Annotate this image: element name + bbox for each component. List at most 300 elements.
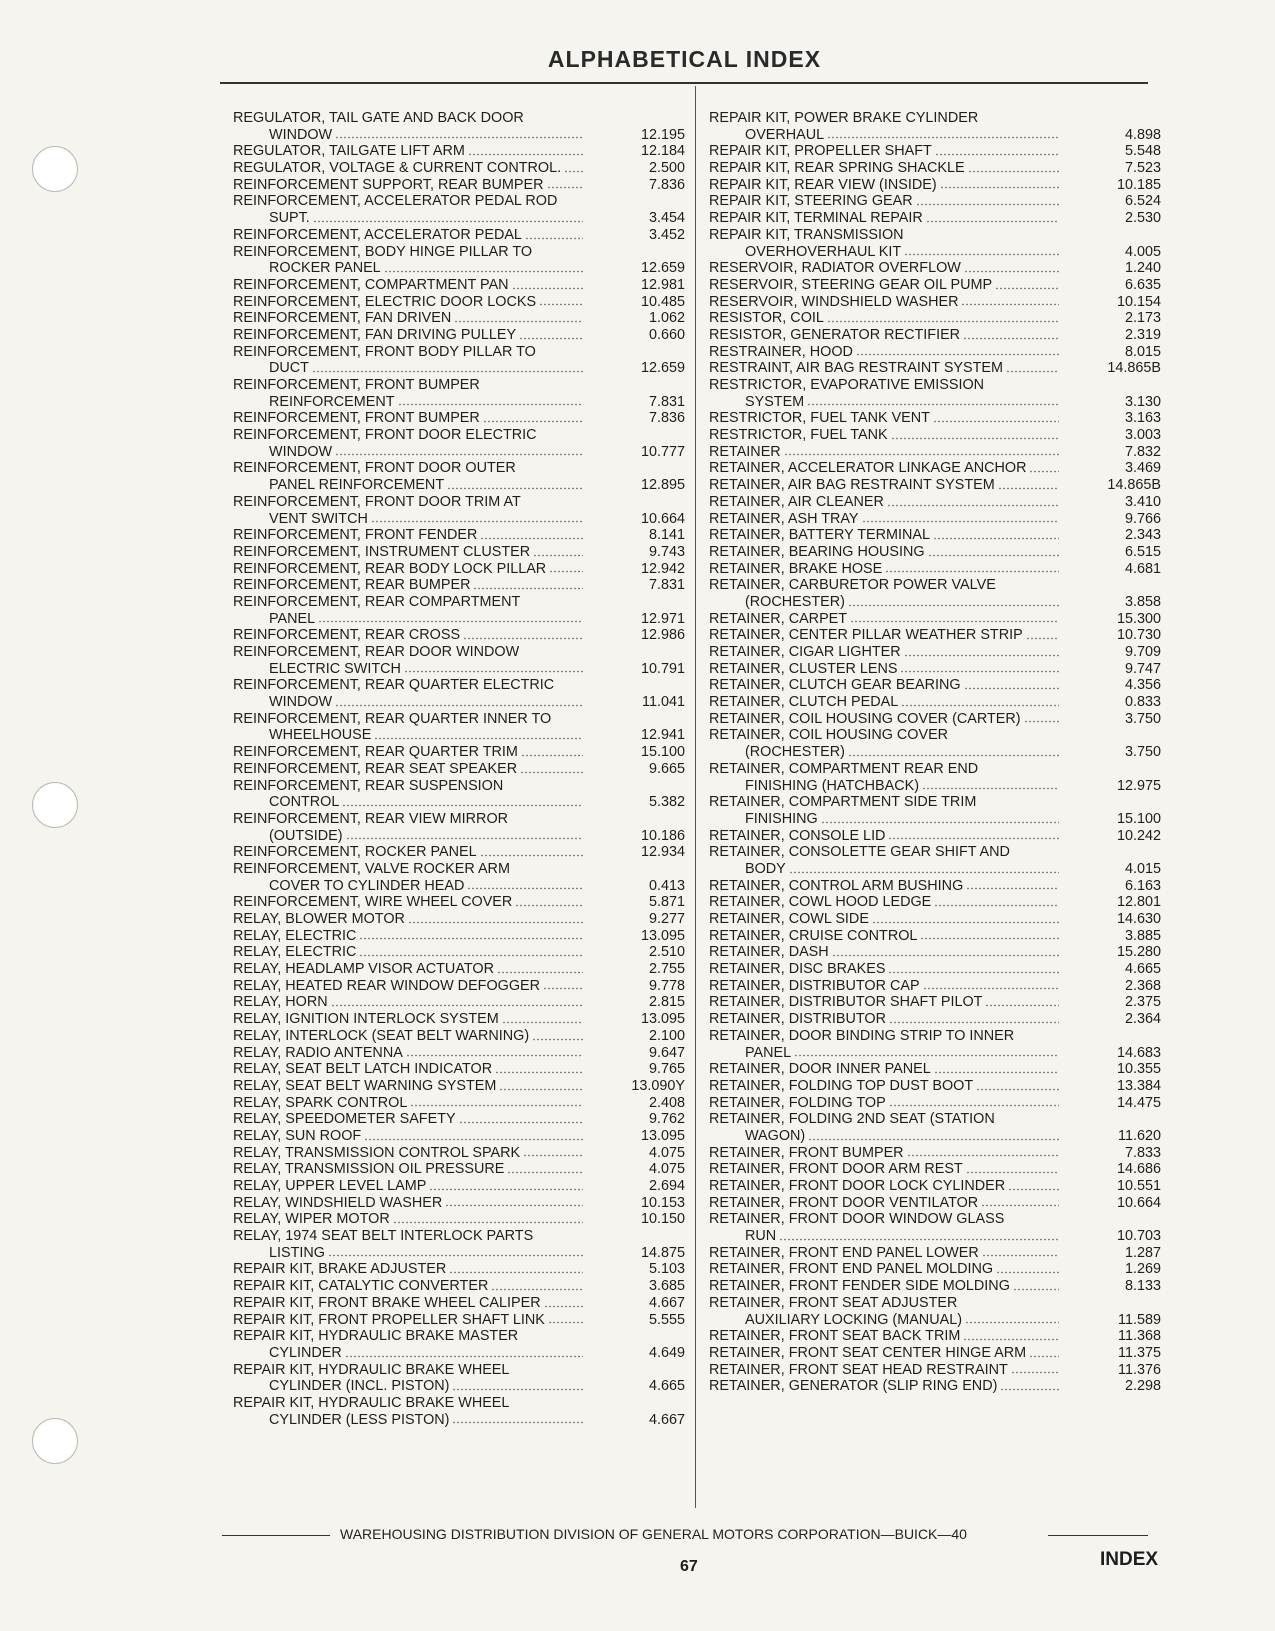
entry-description: REINFORCEMENT, REAR DOOR WINDOW [233, 644, 520, 660]
entry-description: RETAINER, DOOR INNER PANEL [709, 1061, 931, 1078]
entry-line [709, 677, 1161, 694]
dot-leader [1006, 370, 1059, 373]
dot-leader [832, 954, 1059, 957]
entry-line [233, 911, 685, 928]
entry-continuation-line [233, 127, 685, 144]
entry-reference-number: 9.709 [1124, 644, 1161, 660]
dot-leader [491, 1288, 583, 1291]
entry-reference-number: 4.898 [1124, 126, 1161, 143]
index-entry [233, 861, 685, 894]
entry-reference-number: 10.185 [1116, 176, 1161, 193]
entry-description: COVER TO CYLINDER HEAD [269, 877, 465, 894]
entry-line [233, 561, 685, 578]
entry-reference-number: 3.410 [1124, 493, 1161, 510]
entry-reference-number: 10.355 [1116, 1061, 1161, 1078]
entry-line [709, 1378, 1161, 1395]
index-entry [709, 277, 1161, 294]
entry-description: REPAIR KIT, STEERING GEAR [709, 193, 913, 210]
entry-line [233, 527, 685, 544]
entry-description: REPAIR KIT, REAR SPRING SHACKLE [709, 160, 965, 177]
entry-line [233, 244, 685, 261]
index-entry [709, 1011, 1161, 1028]
index-entry [709, 427, 1161, 444]
dot-leader [940, 186, 1059, 189]
dot-leader [1024, 720, 1059, 723]
entry-reference-number: 11.368 [1118, 1328, 1161, 1345]
dot-leader [1029, 470, 1059, 473]
entry-line [709, 944, 1161, 961]
dot-leader [406, 1054, 583, 1057]
entry-line [709, 1178, 1161, 1195]
index-entry [233, 1395, 685, 1428]
entry-description: PANEL REINFORCEMENT [269, 477, 445, 494]
entry-description: RETAINER, FOLDING TOP DUST BOOT [709, 1077, 974, 1094]
index-entry [233, 744, 685, 761]
index-entry [233, 544, 685, 561]
entry-description: RESTRAINER, HOOD [709, 343, 853, 360]
dot-leader [313, 220, 583, 223]
entry-line [709, 143, 1161, 160]
dot-leader [872, 921, 1059, 924]
entry-description: RETAINER, CIGAR LIGHTER [709, 644, 901, 660]
entry-description: RETAINER, AIR BAG RESTRAINT SYSTEM [709, 477, 995, 494]
entry-description: REINFORCEMENT, WIRE WHEEL COVER [233, 894, 513, 911]
index-entry [233, 294, 685, 311]
entry-line [709, 477, 1161, 494]
entry-reference-number: 10.242 [1116, 827, 1161, 844]
entry-reference-number: 4.005 [1124, 243, 1161, 260]
entry-line [709, 294, 1161, 311]
entry-description: REINFORCEMENT SUPPORT, REAR BUMPER [233, 176, 544, 193]
entry-line [233, 711, 685, 728]
index-entry [709, 1211, 1161, 1244]
dot-leader [543, 987, 583, 990]
entry-description: REINFORCEMENT, ROCKER PANEL [233, 844, 477, 861]
index-entry [709, 1145, 1161, 1162]
entry-description: REINFORCEMENT, REAR BUMPER [233, 577, 471, 594]
index-entry [709, 828, 1161, 845]
entry-reference-number: 9.665 [648, 760, 685, 777]
entry-description: CONTROL [269, 794, 340, 811]
index-entry [233, 994, 685, 1011]
index-entry [709, 994, 1161, 1011]
dot-leader [549, 570, 583, 573]
entry-reference-number: 5.382 [648, 794, 685, 811]
entry-line [233, 744, 685, 761]
dot-leader [459, 1121, 583, 1124]
entry-reference-number: 12.941 [640, 727, 685, 744]
entry-line [709, 978, 1161, 995]
entry-description: REPAIR KIT, TRANSMISSION [709, 226, 904, 243]
entry-line [709, 828, 1161, 845]
dot-leader [364, 1138, 583, 1141]
index-entry [709, 577, 1161, 610]
dot-leader [1008, 1188, 1059, 1191]
entry-reference-number: 11.375 [1118, 1344, 1161, 1361]
index-entry [709, 344, 1161, 361]
dot-leader [454, 320, 583, 323]
index-entry [709, 494, 1161, 511]
entry-reference-number: 11.589 [1118, 1311, 1161, 1328]
entry-reference-number: 2.694 [648, 1178, 685, 1194]
entry-line [233, 460, 685, 477]
entry-line [709, 1211, 1161, 1228]
entry-description: REINFORCEMENT, ELECTRIC DOOR LOCKS [233, 293, 537, 310]
dot-leader [998, 487, 1059, 490]
entry-description: REINFORCEMENT, FAN DRIVING PULLEY [233, 326, 517, 343]
entry-continuation-line [709, 594, 1161, 611]
entry-reference-number: 3.130 [1124, 393, 1161, 410]
entry-continuation-line [709, 778, 1161, 795]
index-entry [709, 110, 1161, 143]
entry-reference-number: 1.240 [1124, 260, 1161, 277]
index-entry [709, 294, 1161, 311]
dot-leader [1011, 1371, 1059, 1374]
dot-leader [789, 871, 1059, 874]
index-entry [709, 1345, 1161, 1362]
entry-reference-number: 5.555 [648, 1311, 685, 1328]
entry-reference-number: 2.530 [1124, 210, 1161, 227]
entry-line [709, 1345, 1161, 1362]
entry-reference-number: 4.681 [1124, 560, 1161, 577]
left-index-column [233, 110, 685, 1428]
entry-line [709, 344, 1161, 361]
index-entry [233, 577, 685, 594]
entry-description: RELAY, RADIO ANTENNA [233, 1044, 403, 1061]
index-entry [709, 627, 1161, 644]
index-entry [233, 561, 685, 578]
entry-line [233, 377, 685, 394]
index-entry [233, 160, 685, 177]
entry-reference-number: 12.801 [1116, 894, 1161, 911]
entry-reference-number: 2.755 [648, 961, 685, 978]
dot-leader [499, 1088, 583, 1091]
dot-leader [483, 420, 583, 423]
entry-description: REINFORCEMENT, VALVE ROCKER ARM [233, 860, 510, 877]
entry-line [233, 1195, 685, 1212]
index-entry [233, 1078, 685, 1095]
dot-leader [523, 1154, 583, 1157]
dot-leader [346, 837, 583, 840]
dot-leader [539, 303, 583, 306]
entry-description: RETAINER, DISTRIBUTOR CAP [709, 977, 920, 994]
entry-continuation-line [709, 1045, 1161, 1062]
dot-leader [521, 754, 583, 757]
entry-reference-number: 2.510 [648, 944, 685, 961]
index-entry [709, 727, 1161, 760]
entry-line [233, 644, 685, 661]
entry-reference-number: 4.356 [1124, 677, 1161, 694]
dot-leader [507, 1171, 583, 1174]
entry-description: RELAY, ELECTRIC [233, 944, 357, 961]
entry-description: RESERVOIR, RADIATOR OVERFLOW [709, 260, 961, 277]
dot-leader [532, 1038, 583, 1041]
index-entry [233, 494, 685, 527]
entry-continuation-line [233, 1345, 685, 1362]
binder-hole [32, 146, 78, 192]
entry-description: RESTRICTOR, EVAPORATIVE EMISSION [709, 377, 985, 393]
dot-leader [480, 537, 583, 540]
entry-reference-number: 15.100 [640, 744, 685, 761]
index-entry [709, 961, 1161, 978]
index-entry [233, 227, 685, 244]
index-entry [709, 1362, 1161, 1379]
dot-leader [916, 203, 1059, 206]
index-entry [709, 177, 1161, 194]
entry-line [709, 377, 1161, 394]
entry-line [233, 344, 685, 361]
entry-reference-number: 0.833 [1124, 694, 1161, 711]
entry-description: REINFORCEMENT, FRONT FENDER [233, 527, 478, 544]
entry-line [709, 494, 1161, 511]
entry-description: REINFORCEMENT, BODY HINGE PILLAR TO [233, 243, 533, 260]
entry-reference-number: 3.452 [648, 226, 685, 243]
dot-leader [888, 971, 1059, 974]
title-rule [220, 82, 1148, 84]
footer-publisher: WAREHOUSING DISTRIBUTION DIVISION OF GENERAL MOTORS CORPORATION—BUICK—40 [340, 1526, 967, 1542]
entry-line [709, 894, 1161, 911]
entry-continuation-line [709, 1312, 1161, 1329]
dot-leader [1026, 637, 1059, 640]
dot-leader [807, 403, 1059, 406]
dot-leader [547, 186, 583, 189]
entry-reference-number: 12.981 [640, 276, 685, 293]
index-entry [233, 327, 685, 344]
entry-description: RETAINER, FRONT DOOR LOCK CYLINDER [709, 1178, 1006, 1194]
entry-reference-number: 10.664 [1116, 1194, 1161, 1211]
entry-continuation-line [233, 1245, 685, 1262]
entry-description: RESISTOR, GENERATOR RECTIFIER [709, 326, 961, 343]
entry-description: RUN [745, 1228, 777, 1245]
entry-continuation-line [233, 260, 685, 277]
entry-description: WHEELHOUSE [269, 727, 372, 744]
entry-line [233, 1395, 685, 1412]
entry-description: REINFORCEMENT, FRONT BUMPER [233, 377, 480, 393]
entry-reference-number: 4.015 [1124, 860, 1161, 877]
index-entry [709, 1328, 1161, 1345]
entry-line [709, 878, 1161, 895]
entry-description: RETAINER, CLUSTER LENS [709, 660, 898, 677]
entry-description: REINFORCEMENT, COMPARTMENT PAN [233, 276, 509, 293]
index-entry [709, 1261, 1161, 1278]
entry-description: WAGON) [745, 1127, 806, 1144]
index-entry [709, 1078, 1161, 1095]
entry-reference-number: 7.831 [648, 393, 685, 410]
entry-reference-number: 12.975 [1116, 777, 1161, 794]
entry-line [709, 544, 1161, 561]
entry-reference-number: 12.659 [640, 260, 685, 277]
index-entry [233, 427, 685, 460]
entry-description: DUCT [269, 360, 309, 377]
index-entry [233, 193, 685, 226]
index-entry [233, 177, 685, 194]
entry-reference-number: 11.376 [1118, 1361, 1161, 1378]
dot-leader [445, 1204, 583, 1207]
entry-line [233, 1145, 685, 1162]
entry-description: REGULATOR, VOLTAGE & CURRENT CONTROL. [233, 160, 562, 177]
entry-line [233, 627, 685, 644]
entry-line [709, 1145, 1161, 1162]
entry-description: REPAIR KIT, HYDRAULIC BRAKE WHEEL [233, 1361, 510, 1378]
entry-description: RETAINER, COIL HOUSING COVER [709, 727, 949, 744]
dot-leader [901, 704, 1059, 707]
index-entry [709, 544, 1161, 561]
index-entry [233, 277, 685, 294]
entry-reference-number: 9.778 [648, 977, 685, 994]
entry-description: PANEL [269, 610, 316, 627]
entry-description: RETAINER, GENERATOR (SLIP RING END) [709, 1378, 998, 1395]
entry-line [233, 1011, 685, 1028]
entry-line [709, 360, 1161, 377]
dot-leader [968, 170, 1059, 173]
entry-reference-number: 10.485 [640, 293, 685, 310]
entry-reference-number: 10.791 [640, 660, 685, 677]
entry-line [233, 811, 685, 828]
entry-description: REPAIR KIT, BRAKE ADJUSTER [233, 1261, 447, 1278]
entry-description: REINFORCEMENT, FRONT DOOR ELECTRIC [233, 427, 537, 444]
entry-description: REGULATOR, TAILGATE LIFT ARM [233, 143, 465, 160]
entry-continuation-line [709, 1228, 1161, 1245]
entry-continuation-line [233, 444, 685, 461]
entry-description: RETAINER, DISTRIBUTOR [709, 1011, 886, 1028]
right-index-column [709, 110, 1161, 1395]
entry-continuation-line [233, 1412, 685, 1429]
entry-continuation-line [233, 1378, 685, 1395]
index-entry [709, 444, 1161, 461]
entry-line [709, 561, 1161, 578]
index-entry [233, 110, 685, 143]
index-entry [233, 761, 685, 778]
entry-description: REINFORCEMENT, ACCELERATOR PEDAL [233, 226, 522, 243]
index-entry [233, 377, 685, 410]
dot-leader [404, 670, 583, 673]
entry-reference-number: 6.635 [1124, 276, 1161, 293]
dot-leader [963, 337, 1059, 340]
entry-description: RELAY, SEAT BELT LATCH INDICATOR [233, 1061, 493, 1078]
entry-line [233, 143, 685, 160]
entry-reference-number: 14.875 [640, 1244, 685, 1261]
index-entry [709, 260, 1161, 277]
dot-leader [318, 620, 583, 623]
entry-reference-number: 12.895 [640, 477, 685, 494]
index-entry [709, 410, 1161, 427]
entry-line [709, 110, 1161, 127]
dot-leader [827, 320, 1059, 323]
dot-leader [398, 403, 583, 406]
entry-line [233, 327, 685, 344]
dot-leader [331, 1004, 583, 1007]
index-entry [233, 677, 685, 710]
entry-line [709, 961, 1161, 978]
index-entry [233, 1312, 685, 1329]
entry-reference-number: 15.300 [1116, 610, 1161, 627]
index-entry [709, 711, 1161, 728]
entry-description: RETAINER, CONTROL ARM BUSHING [709, 877, 964, 894]
entry-line [233, 994, 685, 1011]
page-number: 67 [680, 1558, 698, 1575]
entry-description: REPAIR KIT, TERMINAL REPAIR [709, 210, 923, 227]
entry-description: RETAINER, COMPARTMENT REAR END [709, 760, 979, 777]
entry-description: REPAIR KIT, CATALYTIC CONVERTER [233, 1278, 489, 1295]
entry-line [709, 327, 1161, 344]
entry-reference-number: 12.986 [640, 627, 685, 644]
dot-leader [850, 620, 1059, 623]
entry-line [233, 894, 685, 911]
dot-leader [463, 637, 583, 640]
entry-continuation-line [233, 360, 685, 377]
dot-leader [995, 287, 1059, 290]
entry-description: REINFORCEMENT, REAR BODY LOCK PILLAR [233, 560, 547, 577]
index-entry [709, 1278, 1161, 1295]
index-entry [233, 1261, 685, 1278]
entry-description: REPAIR KIT, PROPELLER SHAFT [709, 143, 932, 160]
dot-leader [964, 687, 1059, 690]
entry-continuation-line [233, 828, 685, 845]
entry-description: RETAINER, FRONT DOOR ARM REST [709, 1161, 963, 1178]
entry-description: ELECTRIC SWITCH [269, 660, 401, 677]
entry-reference-number: 10.150 [640, 1211, 685, 1228]
index-entry [709, 143, 1161, 160]
entry-description: RELAY, WIPER MOTOR [233, 1211, 390, 1228]
dot-leader [342, 804, 583, 807]
entry-line [709, 844, 1161, 861]
entry-line [709, 911, 1161, 928]
entry-reference-number: 10.153 [640, 1194, 685, 1211]
entry-reference-number: 5.871 [648, 894, 685, 911]
entry-description: REINFORCEMENT, REAR SEAT SPEAKER [233, 760, 518, 777]
entry-line [709, 310, 1161, 327]
entry-description: WINDOW [269, 443, 333, 460]
entry-description: RELAY, ELECTRIC [233, 927, 357, 944]
entry-line [233, 277, 685, 294]
entry-description: RELAY, SPEEDOMETER SAFETY [233, 1111, 456, 1128]
dot-leader [933, 537, 1059, 540]
entry-description: RESTRICTOR, FUEL TANK [709, 427, 888, 444]
entry-reference-number: 10.551 [1116, 1178, 1161, 1194]
entry-reference-number: 10.730 [1116, 627, 1161, 644]
entry-line [233, 1261, 685, 1278]
entry-reference-number: 6.515 [1124, 543, 1161, 560]
entry-reference-number: 14.865B [1107, 360, 1161, 377]
entry-reference-number: 6.163 [1124, 877, 1161, 894]
index-entry [709, 360, 1161, 377]
index-entry [233, 1061, 685, 1078]
entry-description: RETAINER, AIR CLEANER [709, 493, 884, 510]
dot-leader [965, 1321, 1059, 1324]
dot-leader [497, 971, 583, 974]
entry-description: REINFORCEMENT, REAR QUARTER ELECTRIC [233, 677, 555, 694]
index-entry [233, 944, 685, 961]
index-entry [233, 1211, 685, 1228]
dot-leader [889, 1104, 1059, 1107]
dot-leader [312, 370, 583, 373]
dot-leader [548, 1321, 583, 1324]
entry-reference-number: 9.743 [648, 543, 685, 560]
dot-leader [963, 1338, 1059, 1341]
dot-leader [934, 1071, 1059, 1074]
entry-reference-number: 3.454 [648, 210, 685, 227]
index-entry [709, 210, 1161, 227]
entry-line [709, 160, 1161, 177]
dot-leader [981, 1204, 1059, 1207]
dot-leader [885, 570, 1059, 573]
entry-description: RETAINER, CONSOLE LID [709, 827, 886, 844]
entry-reference-number: 4.075 [648, 1161, 685, 1178]
entry-reference-number: 13.384 [1116, 1077, 1161, 1094]
entry-reference-number: 2.368 [1124, 977, 1161, 994]
entry-reference-number: 8.015 [1124, 343, 1161, 360]
entry-reference-number: 7.831 [648, 577, 685, 594]
